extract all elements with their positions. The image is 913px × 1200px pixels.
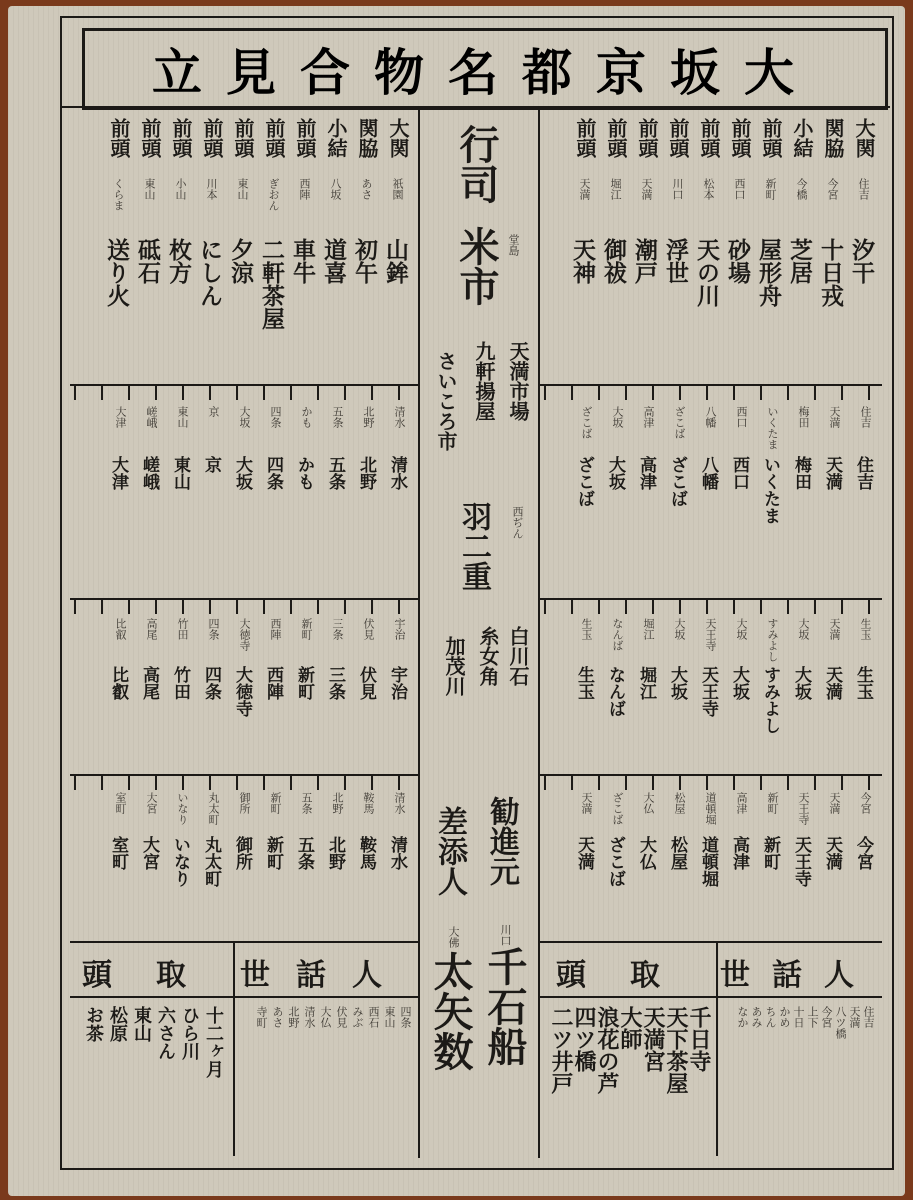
kanjin-note: 川口	[499, 924, 512, 946]
totori-name: 天下茶屋	[663, 1006, 689, 1094]
ranked-name: 屋形舟	[755, 238, 782, 307]
place-label: 天満	[828, 406, 841, 428]
entry-name: 鞍馬	[356, 836, 376, 870]
entry-name: 大徳寺	[232, 666, 252, 717]
sewanin-name: 伏見	[335, 1006, 348, 1028]
rank-label: 大関	[852, 118, 876, 158]
entry-name: 新町	[760, 836, 780, 870]
entry-name: 大宮	[139, 836, 159, 870]
totori-name: 六さん	[155, 1006, 176, 1060]
entry-name: 高津	[729, 836, 749, 870]
rank-label: 前頭	[635, 118, 659, 158]
rank-label: 関脇	[355, 118, 379, 158]
sewanin-name: 東山	[383, 1006, 396, 1028]
rank-label: 前頭	[666, 118, 690, 158]
place-label: 西陣	[269, 618, 282, 640]
place-label: 祇園	[391, 178, 404, 200]
place-label: 新町	[269, 792, 282, 814]
sewanin-name: 八ツ橋	[834, 1006, 847, 1039]
place-label: 道頓堀	[704, 792, 717, 825]
entry-name: 大坂	[791, 666, 811, 700]
entry-name: 比叡	[108, 666, 128, 700]
section-line-6-left	[70, 996, 418, 998]
banzuke-sheet	[8, 6, 905, 1196]
place-label: 高津	[735, 792, 748, 814]
place-label: 新町	[764, 178, 777, 200]
totori-name: 東山	[131, 1006, 152, 1042]
place-label: 宇治	[393, 618, 406, 640]
center-mid-2: 白川石	[506, 626, 530, 686]
place-label: 大坂	[673, 618, 686, 640]
entry-name: 室町	[108, 836, 128, 870]
entry-name: 北野	[356, 456, 376, 490]
entry-name: 高尾	[139, 666, 159, 700]
page-title: 大坂京都名物合見立	[152, 43, 818, 102]
rank-label: 前頭	[759, 118, 783, 158]
sashizoe-note: 大佛	[447, 926, 460, 948]
place-label: 今宮	[826, 178, 839, 200]
place-label: 清水	[393, 792, 406, 814]
place-label: 高尾	[145, 618, 158, 640]
entry-name: 清水	[387, 836, 407, 870]
place-label: 今橋	[795, 178, 808, 200]
place-label: 三条	[331, 618, 344, 640]
tick-row-3-left	[74, 600, 416, 614]
ranked-name: 天神	[569, 238, 596, 284]
ranked-name: 十日戎	[817, 238, 844, 307]
place-label: 竹田	[176, 618, 189, 640]
totori-name: 千日寺	[686, 1006, 712, 1072]
sashizoe-label: 差添人	[432, 806, 467, 896]
entry-name: 宇治	[387, 666, 407, 700]
entry-name: 五条	[325, 456, 345, 490]
entry-name: 道頓堀	[698, 836, 718, 887]
sashizoe-name: 太矢数	[427, 951, 474, 1071]
sewanin-name: 十日	[792, 1006, 805, 1028]
place-label: 四条	[207, 618, 220, 640]
place-label: 梅田	[797, 406, 810, 428]
entry-name: 大坂	[729, 666, 749, 700]
place-label: 大仏	[642, 792, 655, 814]
place-label: 丸太町	[207, 792, 220, 825]
tick-row-3-right	[544, 600, 880, 614]
place-label: 北野	[331, 792, 344, 814]
place-label: 嵯峨	[145, 406, 158, 428]
entry-name: 大津	[108, 456, 128, 490]
place-label: すみよし	[766, 618, 779, 662]
entry-name: かも	[294, 456, 314, 490]
rank-label: 大関	[386, 118, 410, 158]
place-label: 東山	[236, 178, 249, 200]
totori-name: 二ツ井戸	[548, 1006, 574, 1094]
sewanin-name: 天満	[848, 1006, 861, 1028]
sewanin-name: 西石	[367, 1006, 380, 1028]
place-label: 大宮	[145, 792, 158, 814]
ranked-name: 砥石	[134, 238, 161, 284]
section-line-5-left	[70, 941, 418, 943]
place-label: かも	[300, 406, 313, 428]
tick-row-4-left	[74, 776, 416, 790]
ranked-name: 天の川	[693, 238, 720, 307]
totori-name: 松原	[107, 1006, 128, 1042]
kanjin-name: 千石船	[481, 946, 528, 1066]
entry-name: 北野	[325, 836, 345, 870]
entry-name: ざこば	[605, 836, 625, 887]
entry-name: 大仏	[636, 836, 656, 870]
entry-name: 八幡	[698, 456, 718, 490]
center-divider-left	[418, 108, 420, 1158]
rank-label: 前頭	[138, 118, 162, 158]
entry-name: 四条	[201, 666, 221, 700]
entry-name: いくたま	[760, 456, 780, 524]
entry-name: 大坂	[605, 456, 625, 490]
place-label: 天満	[578, 178, 591, 200]
center-mid-3: 糸女角	[476, 626, 500, 686]
entry-name: すみよし	[760, 666, 780, 734]
rank-label: 前頭	[169, 118, 193, 158]
place-label: 大坂	[611, 406, 624, 428]
entry-name: 新町	[294, 666, 314, 700]
place-label: 五条	[300, 792, 313, 814]
place-label: 清水	[393, 406, 406, 428]
entry-name: 住吉	[853, 456, 873, 490]
entry-name: 伏見	[356, 666, 376, 700]
place-label: 八幡	[704, 406, 717, 428]
entry-name: 五条	[294, 836, 314, 870]
place-label: 新町	[300, 618, 313, 640]
gyoji-label: 行司	[453, 124, 500, 204]
sewanin-name: あみ	[750, 1006, 763, 1028]
center-sub-3: さいころ市	[434, 351, 458, 451]
place-label: くらま	[112, 178, 125, 211]
ranked-name: 浮世	[662, 238, 689, 284]
place-label: 西口	[735, 406, 748, 428]
totori-name: 浪花の芦	[594, 1006, 620, 1094]
sewanin-name: ちん	[764, 1006, 777, 1028]
ranked-name: 汐干	[848, 238, 875, 284]
tick-row-4-right	[544, 776, 880, 790]
rank-label: 前頭	[604, 118, 628, 158]
rank-label: 前頭	[573, 118, 597, 158]
ranked-name: 送り火	[103, 238, 130, 307]
center-mid-4: 加茂川	[442, 636, 466, 696]
sewanin-name: みぶ	[351, 1006, 364, 1028]
place-label: 今宮	[859, 792, 872, 814]
place-label: ざこば	[611, 792, 624, 825]
place-label: 西口	[733, 178, 746, 200]
section-line-1	[60, 106, 890, 108]
entry-name: 東山	[170, 456, 190, 490]
sewanin-name: 大仏	[319, 1006, 332, 1028]
gyoji-name: 米市	[453, 226, 500, 306]
ranked-name: 山鉾	[382, 238, 409, 284]
place-label: 住吉	[857, 178, 870, 200]
ranked-name: にしん	[196, 238, 223, 307]
kanjin-label: 勧進元	[484, 796, 519, 886]
entry-name: 天満	[574, 836, 594, 870]
entry-name: 御所	[232, 836, 252, 870]
entry-name: 梅田	[791, 456, 811, 490]
place-label: 生玉	[859, 618, 872, 640]
place-label: 東山	[143, 178, 156, 200]
entry-name: 天王寺	[791, 836, 811, 887]
rank-label: 前頭	[200, 118, 224, 158]
place-label: 大坂	[797, 618, 810, 640]
place-label: 大坂	[735, 618, 748, 640]
place-label: 四条	[269, 406, 282, 428]
ranked-name: 道喜	[320, 238, 347, 284]
rank-label: 前頭	[293, 118, 317, 158]
place-label: ぎおん	[267, 178, 280, 211]
rank-label: 小結	[324, 118, 348, 158]
place-label: 天王寺	[704, 618, 717, 651]
sewanin-name: 住吉	[862, 1006, 875, 1028]
entry-name: ざこば	[667, 456, 687, 507]
sewanin-name: 寺町	[255, 1006, 268, 1028]
rank-label: 前頭	[697, 118, 721, 158]
ranked-name: 初午	[351, 238, 378, 284]
sewanin-name: 北野	[287, 1006, 300, 1028]
entry-name: 西陣	[263, 666, 283, 700]
place-label: 天満	[640, 178, 653, 200]
entry-name: ざこば	[574, 456, 594, 507]
rank-label: 前頭	[107, 118, 131, 158]
place-label: 生玉	[580, 618, 593, 640]
place-label: 東山	[176, 406, 189, 428]
place-label: 住吉	[859, 406, 872, 428]
entry-name: いなり	[170, 836, 190, 887]
sewanin-right-header: 世話人	[720, 958, 876, 993]
entry-name: 京	[201, 456, 221, 473]
place-label: 大徳寺	[238, 618, 251, 651]
ranked-name: 砂場	[724, 238, 751, 284]
entry-name: 三条	[325, 666, 345, 700]
place-label: いなり	[176, 792, 189, 825]
place-label: 京	[207, 406, 220, 417]
section-line-5-right	[540, 941, 882, 943]
sewanin-name: あさ	[271, 1006, 284, 1028]
entry-name: 大坂	[232, 456, 252, 490]
page-title-box	[82, 28, 888, 110]
place-label: 川本	[205, 178, 218, 200]
place-label: 小山	[174, 178, 187, 200]
place-label: 北野	[362, 406, 375, 428]
rank-label: 小結	[790, 118, 814, 158]
place-label: 室町	[114, 792, 127, 814]
sewanin-left-header: 世話人	[240, 958, 408, 993]
place-label: あさ	[360, 178, 373, 200]
place-label: 新町	[766, 792, 779, 814]
entry-name: 嵯峨	[139, 456, 159, 490]
totori-name: 十二ヶ月	[203, 1006, 224, 1078]
place-label: 西陣	[298, 178, 311, 200]
ranked-name: 御祓	[600, 238, 627, 284]
place-label: いくたま	[766, 406, 779, 450]
sewanin-name: かめ	[778, 1006, 791, 1028]
place-label: 天満	[828, 618, 841, 640]
place-label: 天満	[828, 792, 841, 814]
entry-name: 新町	[263, 836, 283, 870]
ranked-name: 夕涼	[227, 238, 254, 284]
ranked-name: 芝居	[786, 238, 813, 284]
rank-label: 前頭	[728, 118, 752, 158]
entry-name: 清水	[387, 456, 407, 490]
entry-name: 高津	[636, 456, 656, 490]
ranked-name: 潮戸	[631, 238, 658, 284]
place-label: 大津	[114, 406, 127, 428]
sewanin-name: 清水	[303, 1006, 316, 1028]
entry-name: 西口	[729, 456, 749, 490]
place-label: 御所	[238, 792, 251, 814]
entry-name: 生玉	[853, 666, 873, 700]
place-label: 松本	[702, 178, 715, 200]
totori-left-header: 頭取	[82, 958, 230, 993]
place-label: 大坂	[238, 406, 251, 428]
ranked-name: 車牛	[289, 238, 316, 284]
entry-name: 天王寺	[698, 666, 718, 717]
place-label: なんば	[611, 618, 624, 651]
place-label: 鞍馬	[362, 792, 375, 814]
place-label: 堀江	[642, 618, 655, 640]
section-line-6-right	[540, 996, 882, 998]
entry-name: 四条	[263, 456, 283, 490]
place-label: ざこば	[673, 406, 686, 439]
place-label: 高津	[642, 406, 655, 428]
place-label: 松屋	[673, 792, 686, 814]
rank-label: 前頭	[262, 118, 286, 158]
totori-name: 天満宮	[640, 1006, 666, 1072]
center-sub-1: 天満市場	[506, 341, 530, 421]
entry-name: 天満	[822, 666, 842, 700]
center-divider-right	[538, 108, 540, 1158]
sewanin-name: 四条	[399, 1006, 412, 1028]
place-label: 伏見	[362, 618, 375, 640]
entry-name: 天満	[822, 836, 842, 870]
entry-name: 大坂	[667, 666, 687, 700]
ranked-name: 枚方	[165, 238, 192, 284]
gyoji-note: 堂島	[507, 234, 520, 256]
place-label: 堀江	[609, 178, 622, 200]
entry-name: 松屋	[667, 836, 687, 870]
sewa-divider-right	[716, 941, 718, 1156]
entry-name: 今宮	[853, 836, 873, 870]
totori-name: ひら川	[179, 1006, 200, 1060]
tick-row-2-right	[544, 386, 880, 400]
mid1-note: 西ぢん	[511, 506, 524, 539]
sewanin-name: なか	[736, 1006, 749, 1028]
totori-name: 大師	[617, 1006, 643, 1050]
rank-label: 前頭	[231, 118, 255, 158]
entry-name: 竹田	[170, 666, 190, 700]
place-label: ざこば	[580, 406, 593, 439]
entry-name: 堀江	[636, 666, 656, 700]
sewanin-name: 今宮	[820, 1006, 833, 1028]
rank-label: 関脇	[821, 118, 845, 158]
place-label: 天王寺	[797, 792, 810, 825]
totori-name: お茶	[83, 1006, 104, 1042]
entry-name: 天満	[822, 456, 842, 490]
place-label: 川口	[671, 178, 684, 200]
place-label: 八坂	[329, 178, 342, 200]
ranked-name: 二軒茶屋	[258, 238, 285, 330]
totori-right-header: 頭取	[556, 958, 704, 993]
sewa-divider-left	[233, 941, 235, 1156]
center-sub-2: 九軒揚屋	[472, 341, 496, 421]
place-label: 比叡	[114, 618, 127, 640]
place-label: 天満	[580, 792, 593, 814]
tick-row-2-left	[74, 386, 416, 400]
entry-name: 生玉	[574, 666, 594, 700]
sewanin-name: 上下	[806, 1006, 819, 1028]
entry-name: なんば	[605, 666, 625, 717]
place-label: 五条	[331, 406, 344, 428]
entry-name: 丸太町	[201, 836, 221, 887]
center-mid-1: 羽二重	[456, 501, 491, 591]
totori-name: 四ツ橋	[571, 1006, 597, 1072]
